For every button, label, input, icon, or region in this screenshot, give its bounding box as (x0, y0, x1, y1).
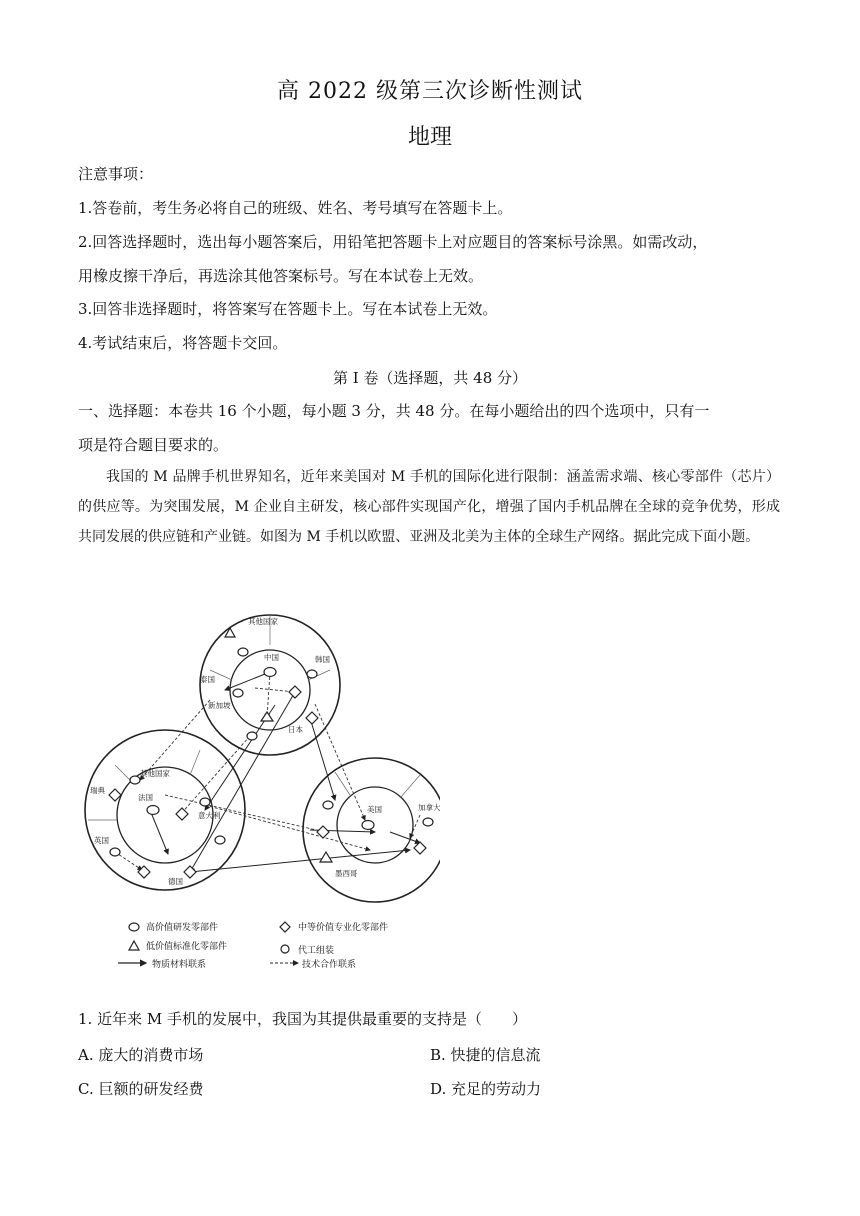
note-item: 2.回答选择题时，选出每小题答案后，用铅笔把答题卡上对应题目的答案标号涂黑。如需改动， (78, 233, 708, 251)
note-item: 用橡皮擦干净后，再选涂其他答案标号。写在本试卷上无效。 (78, 267, 484, 285)
material-links (150, 672, 420, 872)
label-singapore: 新加坡 (208, 701, 231, 710)
legend-assembly: 代工组装 (298, 946, 335, 956)
legend-medium-value-icon (280, 922, 290, 932)
production-network-figure (80, 600, 440, 980)
sector-dividers (88, 615, 420, 820)
label-uk: 英国 (94, 836, 109, 845)
legend-low-value: 低价值标准化零部件 (146, 942, 228, 952)
label-italy: 意大利 (198, 811, 221, 820)
question-stem: 1. 近年来 M 手机的发展中，我国为其提供最重要的支持是（ ） (78, 1010, 527, 1028)
note-item: 3.回答非选择题时，将答案写在答题卡上。写在本试卷上无效。 (78, 300, 498, 318)
legend-material-link: 物质材料联系 (152, 960, 207, 970)
exam-title: 高 2022 级第三次诊断性测试 (277, 79, 583, 104)
label-france: 法国 (138, 793, 153, 802)
note-item: 1.答卷前，考生务必将自己的班级、姓名、考号填写在答题卡上。 (78, 199, 513, 217)
label-asia-other: 其他国家 (248, 617, 278, 626)
passage-text: 我国的 M 品牌手机世界知名，近年来美国对 M 手机的国际化进行限制：涵盖需求端、核心零部件（芯片）的供应等。为突围发展，M 企业自主研发，核心部件实现国产化，增强了国内手机品牌在全球的竞争优势，形成共同发展的供应链和产业链。如图为 M 手机以欧盟、亚洲及北美为主体的全球生产网络。据此完成下面小题。 (78, 469, 780, 545)
label-germany: 德国 (168, 877, 183, 886)
option-a[interactable]: A. 庞大的消费市场 (78, 1046, 204, 1064)
label-thailand: 泰国 (200, 675, 215, 684)
network-nodes (109, 628, 433, 878)
label-japan: 日本 (288, 725, 303, 734)
option-c[interactable]: C. 巨额的研发经费 (78, 1080, 204, 1098)
figure-legend (118, 921, 388, 970)
option-d[interactable]: D. 充足的劳动力 (430, 1080, 542, 1098)
legend-tech-link: 技术合作联系 (302, 960, 357, 970)
label-korea: 韩国 (315, 655, 330, 664)
note-item: 4.考试结束后，将答题卡交回。 (78, 334, 288, 352)
section-title: 第 I 卷（选择题，共 48 分） (332, 369, 528, 387)
legend-medium-value: 中等价值专业化零部件 (298, 923, 389, 933)
legend-low-value-icon (129, 941, 139, 950)
label-mexico: 墨西哥 (335, 869, 358, 878)
option-b[interactable]: B. 快捷的信息流 (430, 1046, 541, 1064)
label-sweden: 瑞典 (90, 786, 105, 795)
label-usa: 美国 (367, 805, 382, 814)
label-canada: 加拿大 (418, 803, 440, 812)
section-instruction: 项是符合题目要求的。 (78, 436, 229, 454)
legend-assembly-icon (281, 945, 289, 953)
legend-high-value: 高价值研发零部件 (146, 923, 219, 933)
label-china: 中国 (264, 653, 279, 662)
europe-region (85, 730, 245, 890)
country-labels (90, 616, 440, 886)
section-instruction: 一、选择题：本卷共 16 个小题，每小题 3 分，共 48 分。在每小题给出的四个选项中，只有一 (78, 402, 710, 420)
legend-high-value-icon (129, 923, 139, 931)
label-europe-other: 其他国家 (140, 769, 170, 778)
subject-title: 地理 (407, 125, 452, 150)
notes-heading: 注意事项： (78, 165, 154, 183)
